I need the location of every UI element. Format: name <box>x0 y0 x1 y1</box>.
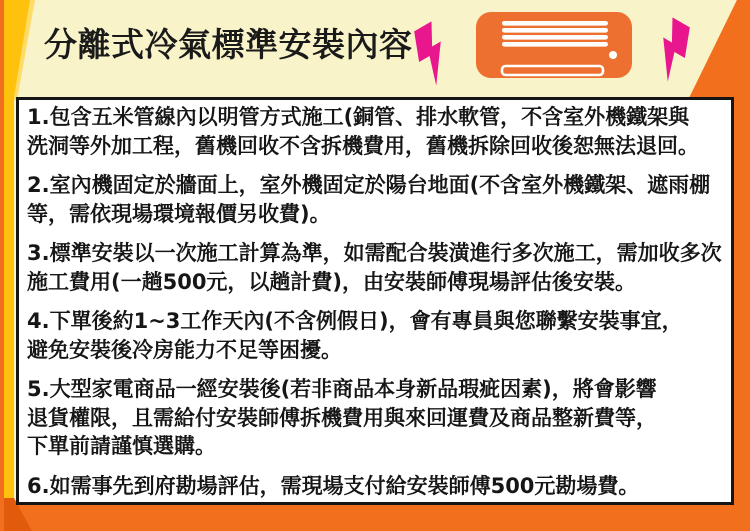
term-line: 退貨權限，且需給付安裝師傅拆機費用與來回運費及商品整新費等， <box>27 405 657 430</box>
term-item-3 <box>27 239 723 296</box>
header <box>0 0 750 97</box>
terms-panel <box>16 97 734 505</box>
lightning-bolt-icon <box>648 19 692 83</box>
term-item-2 <box>27 171 723 228</box>
term-line: 4.下單後約1~3工作天內(不含例假日)，會有專員與您聯繫安裝事宜， <box>27 309 683 333</box>
term-line: 5.大型家電商品一經安裝後(若非商品本身新品瑕疵因素)，將會影響 <box>27 377 657 401</box>
term-item-5 <box>27 375 723 461</box>
term-line: 2.室內機固定於牆面上，室外機固定於陽台地面(不含室外機鐵架、遮雨棚 <box>27 173 711 197</box>
term-line: 3.標準安裝以一次施工計算為準，如需配合裝潢進行多次施工，需加收多次 <box>27 241 722 265</box>
lightning-bolt-icon <box>412 23 456 87</box>
term-line: 避免安裝後冷房能力不足等困擾。 <box>27 337 342 362</box>
air-conditioner-icon <box>476 12 632 78</box>
term-line: 下單前請謹慎選購。 <box>27 434 216 458</box>
term-item-4 <box>27 307 723 364</box>
term-line: 洗洞等外加工程，舊機回收不含拆機費用，舊機拆除回收後恕無法退回。 <box>27 133 699 158</box>
term-line: 施工費用(一趟500元，以趟計費)，由安裝師傅現場評估後安裝。 <box>27 269 637 294</box>
term-item-1 <box>27 103 723 160</box>
term-line: 6.如需事先到府勘場評估，需現場支付給安裝師傅500元勘場費。 <box>27 473 640 498</box>
term-line: 1.包含五米管線內以明管方式施工(銅管、排水軟管，不含室外機鐵架與 <box>27 105 690 129</box>
term-item-6 <box>27 472 723 501</box>
page-title: 分離式冷氣標準安裝內容 <box>44 25 413 64</box>
term-line: 等，需依現場環境報價另收費)。 <box>27 201 331 226</box>
